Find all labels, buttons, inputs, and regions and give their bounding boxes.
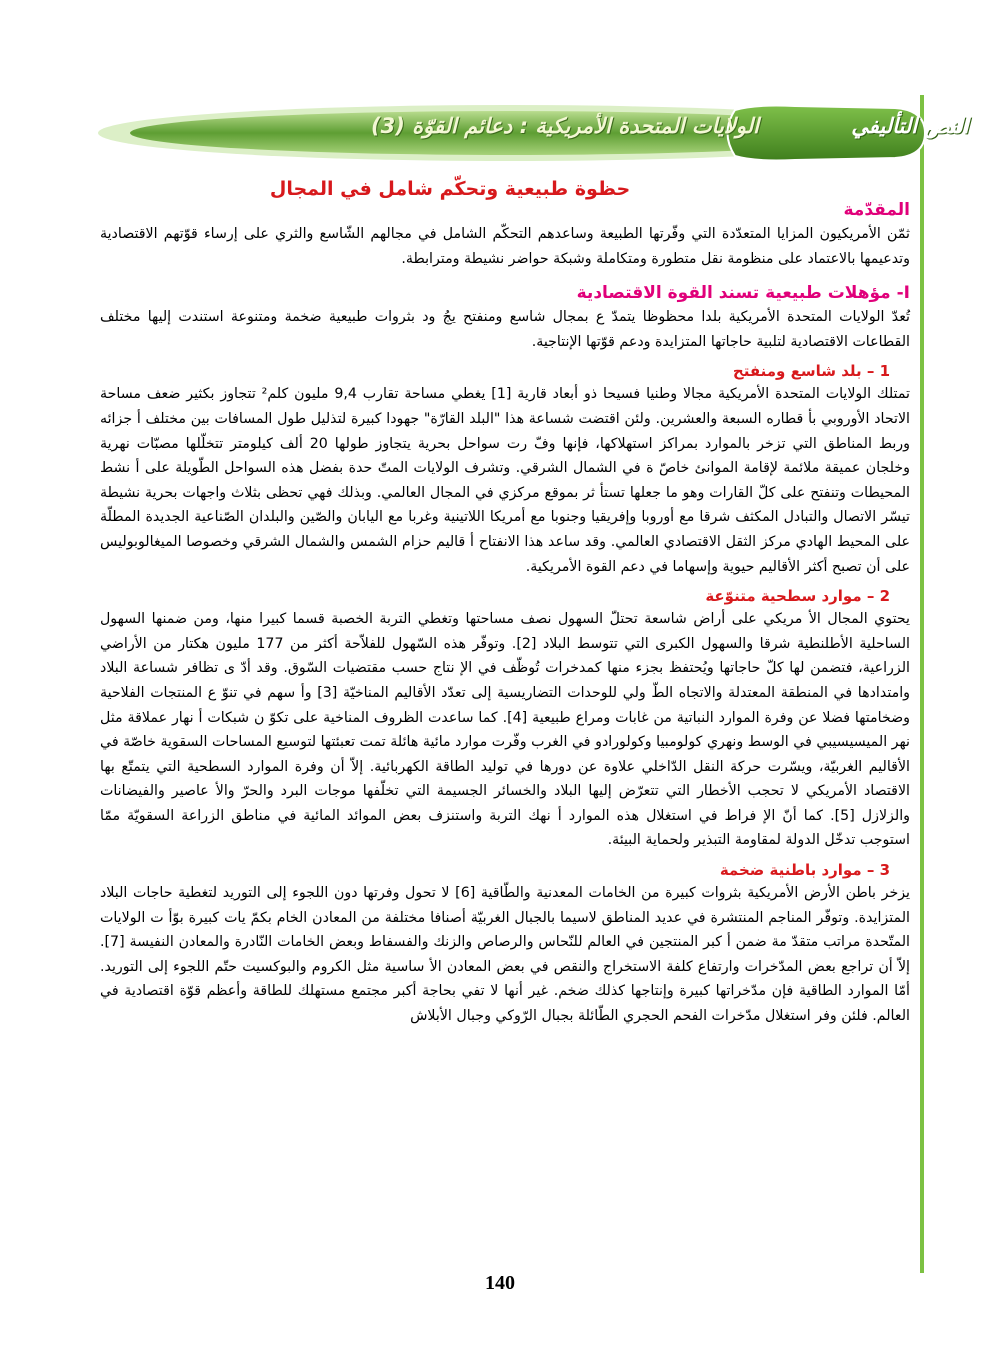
section1-paragraph: تُعدّ الولايات المتحدة الأمريكية بلدا محظوظا يتمدّ ع بمجال شاسع ومنفتح يجُ ود بثروات طبيعية ضخمة ومتنوعة استندت إليها مختلف القطاعات الاقتصادية لتلبية حاجاتها المتزايدة ودعم قوّتها الإنتاجية.	[100, 309, 910, 350]
sub2-heading: 2 – موارد سطحية متنوّعة	[705, 587, 890, 606]
header-banner	[95, 100, 969, 166]
sub2-paragraph: يحتوي المجال الأ مريكي على أراض شاسعة تحتلّ السهول نصف مساحتها وتغطي التربة الخصبة قسما كبيرا منها، ومن ضمنها السهول الساحلية الأطلنطية شرقا والسهول الكبرى التي تتوسط البلاد [2]. وتوفّر هذه السّهول للفلاّحة أكثر من 177 مليون هكتار من الأراضي الزراعية، فتضمن لها كلّ حاجاتها ويُحتفظ بجزء منها كمدخرات تُوظّف في الإ نتاج حسب مقتضيات السّوق. وقد أدّ ى تظافر شساعة البلاد وامتدادها في المنطقة المعتدلة والاتجاه الطّ ولي للوحدات التضاريسية إلى تعدّد الأقاليم المناخيّة [3] وأ سهم في تنوّ ع المنتجات الفلاحية وضخامتها فضلا عن وفرة الموارد النباتية من غابات ومراع طبيعية [4]. كما ساعدت الظروف المناخية على تكوّ ن شبكات أ نهار عملاقة مثل نهر الميسيسيبي في الوسط ونهري كولومبيا وكولورادو في الغرب وفّرت موارد مائية هائلة تمت تعبئتها لتوسيع المساحات السقوية خاصّة في الأقاليم الغربيّة، ويسّرت حركة النقل الدّاخلي علاوة عن دورها في توليد الطاقة الكهربائية. إلاّ أن وفرة الموارد السطحية التي يتمتّع بها الاقتصاد الأمريكي لا تحجب الأخطار التي تتعرّض إليها البلاد والخسائر الجسيمة التي تخلّفها موجات البرد والحرّ والأ عاصير والفيضانات والزلازل [5]. كما أنّ الإ فراط في استغلال هذه الموارد أ نهك التربة واستنزف بعض الموائد المائية في مناطق الزراعة السقويّة ممّا استوجب تدخّل الدولة لمقاومة التبذير ولحماية البيئة.	[100, 611, 910, 849]
sub3-paragraph: يزخر باطن الأرض الأمريكية بثروات كبيرة من الخامات المعدنية والطّاقية [6] لا تحول وفرتها دون اللجوء إلى التوريد لتغطية حاجات البلاد المتزايدة. وتوفّر المناجم المنتشرة في عديد المناطق لاسيما بالجبال الغربيّة أصنافا مختلفة من المعادن الخام بكمّ يات كبيرة بوّأ ت الولايات المتّحدة مراتب متقدّ مة ضمن أ كبر المنتجين في العالم للنّحاس والرصاص والزنك والفسفاط وبعض الخامات النّادرة والمعادن النفيسة [7]. إلاّ أن تراجع بعض المدّخرات وارتفاع كلفة الاستخراج والنقص في بعض المعادن الأ ساسية مثل الكروم والبوكسيت حتّم اللجوء إلى التوريد. أمّا الموارد الطاقية فإن مدّخراتها كبيرة وإنتاجها كذلك ضخم. غير أنها لا تفي بحاجة أكبر مجتمع مستهلك للطاقة وأعظم قوّة اقتصادية في العالم. فلئن وفر استغلال مدّخرات الفحم الحجري الطّائلة بجبال الرّوكي وجبال الأبلاش	[100, 885, 910, 1025]
sub1-heading: 1 – بلد شاسع ومنفتح	[732, 362, 890, 381]
intro-paragraph: ثمّن الأمريكيون المزايا المتعدّدة التي وفّرتها الطبيعة وساعدهم التحكّم الشامل في مجالهم الشّاسع والثري على إرساء قوّتهم الاقتصادية وتدعيمها بالاعتماد على منظومة نقل متطورة ومتكاملة وشبكة حواضر نشيطة ومترابطة.	[100, 226, 910, 267]
page-number: 140	[485, 1272, 515, 1294]
document-body	[100, 200, 910, 1029]
section1-heading: I- مؤهلات طبيعية تسند القوة الاقتصادية	[576, 283, 910, 304]
page-title: حظوة طبيعية وتحكّم شامل في المجال	[269, 178, 631, 200]
page-side-bar	[920, 95, 924, 1273]
sub1-paragraph: تمتلك الولايات المتحدة الأمريكية مجالا وطنيا فسيحا ذو أبعاد قارية [1] يغطي مساحة تقارب 9,4 مليون كلم² تتجاوز بكثير ضعف مساحة الاتحاد الأوروبي بأ قطاره السبعة والعشرين. ولئن اقتضت شساعة هذا "البلد القارّة" جهودا كبيرة لتذليل طول المسافات بين مختلف أ جزائه وربط المناطق التي تزخر بالموارد بمراكز استهلاكها، فإنها وفّ رت سواحل بحرية يتجاوز طولها 20 ألف كيلومتر تتخلّلها مصبّات نهرية وخلجان عميقة ملائمة لإقامة الموانئ خاصّ ة في الشمال الشرقي. وتشرف الولايات المتّ حدة بفضل هذه السواحل الطّويلة على أ نشط المحيطات وتنفتح على كلّ القارات وهو ما جعلها تستأ ثر بموقع مركزي في المجال العالمي. وبذلك فهي تحظى بثلاث واجهات بحرية نشيطة تيسّر الاتصال والتبادل المكثف شرقا مع أوروبا وإفريقيا وجنوبا مع أمريكا اللاتينية وغربا مع اليابان والصّين والبلدان الصّناعية الجديدة المطلّة على المحيط الهادي مركز الثقل الاقتصادي العالمي. وقد ساعد هذا الانفتاح أ قاليم حزام الشمس والشمال الشرقي وخصوصا الميغالوبوليس على أن تصبح أكثر الأقاليم حيوية وإسهاما في دعم القوة الأمريكية.	[100, 386, 910, 575]
banner-title: الولايات المتحدة الأمريكية : دعائم القوّة (3)	[371, 114, 759, 138]
intro-heading: المقدّمة	[843, 200, 910, 220]
sub3-heading: 3 – موارد باطنية ضخمة	[719, 861, 890, 880]
banner-label: النص التأليفي	[851, 114, 969, 138]
